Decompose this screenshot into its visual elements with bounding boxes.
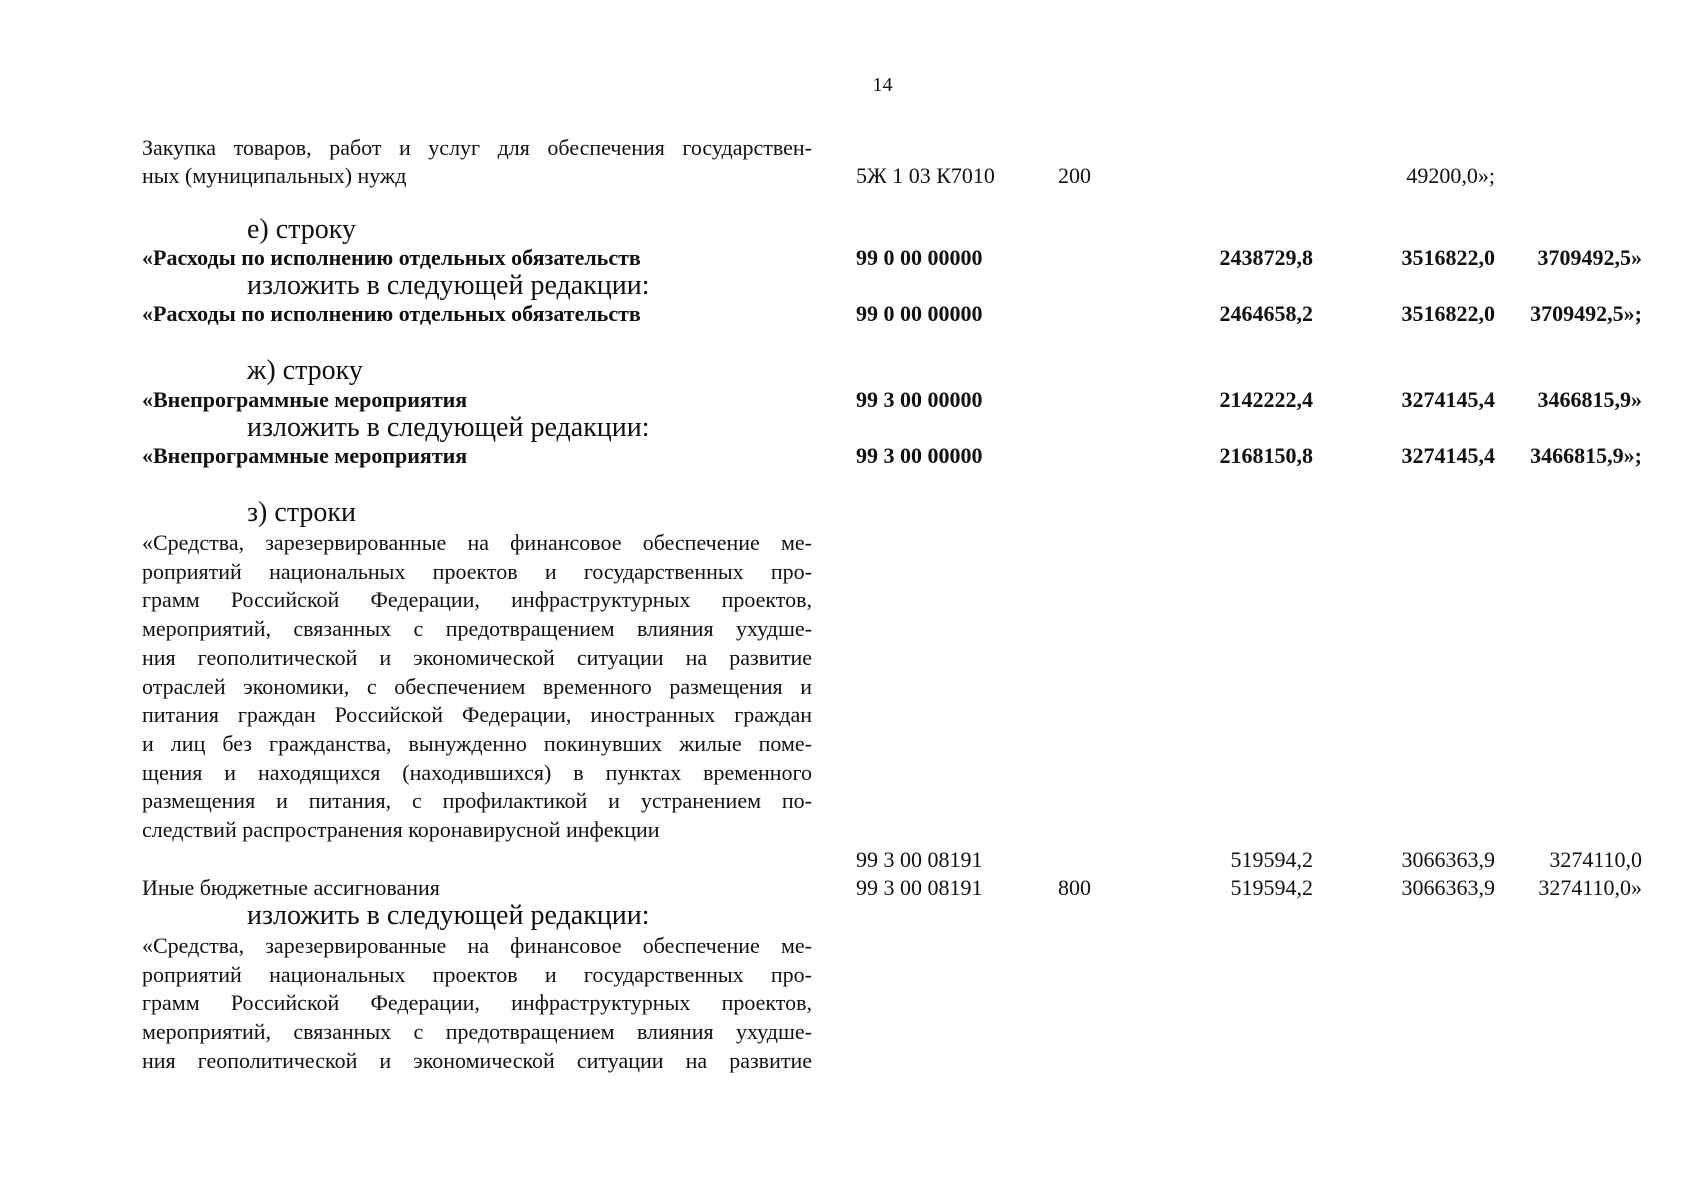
- section-zh-old-row: [142, 386, 1642, 414]
- section-zh-new-v1: 2168150,8: [1219, 443, 1313, 468]
- section-z-new-description: [142, 932, 812, 1076]
- page-number: 14: [872, 74, 893, 96]
- section-e-heading: е) строку: [247, 214, 356, 245]
- section-z-old-line: щения и находящихся (находившихся) в пунктах временного: [142, 759, 812, 785]
- section-z-old-line: отраслей экономики, с обеспечением временного размещения и: [142, 673, 812, 699]
- section-z-old-line: мероприятий, связанных с предотвращением влияния ухудше-: [142, 616, 812, 642]
- section-zh-old-v1: 2142222,4: [1219, 387, 1313, 412]
- purchase-desc-line2: ных (муниципальных) нужд: [142, 163, 407, 188]
- section-z-instruction: изложить в следующей редакции:: [247, 900, 650, 931]
- purchase-row: [142, 134, 1637, 190]
- section-zh-old-code: 99 3 00 00000: [856, 387, 983, 412]
- section-zh-heading: ж) строку: [247, 355, 363, 386]
- section-e-old-code: 99 0 00 00000: [856, 245, 983, 270]
- section-z-heading: з) строки: [247, 497, 356, 528]
- section-z-old-line: «Средства, зарезервированные на финансовое обеспечение ме-: [142, 530, 812, 555]
- section-z-old-description: [142, 529, 812, 845]
- section-z-new-line: роприятий национальных проектов и государственных про-: [142, 961, 812, 987]
- section-z-old-row2-v3: 3274110,0»: [1538, 875, 1642, 900]
- section-z-old-row1-v3: 3274110,0: [1549, 847, 1642, 872]
- section-z-old-line: питания граждан Российской Федерации, иностранных граждан: [142, 702, 812, 728]
- section-zh-new-desc: «Внепрограммные мероприятия: [142, 443, 468, 468]
- purchase-desc-line1: Закупка товаров, работ и услуг для обеспечения государствен-: [142, 135, 812, 160]
- section-z-old-row1-v1: 519594,2: [1230, 847, 1313, 872]
- section-z-old-row2-vr: 800: [1058, 875, 1091, 900]
- section-z-old-line: следствий распространения коронавирусной инфекции: [142, 817, 660, 843]
- section-z-old-row1-code: 99 3 00 08191: [856, 847, 983, 872]
- section-zh-old-v3: 3466815,9»: [1537, 387, 1642, 412]
- purchase-description: [142, 134, 812, 190]
- section-z-old-line: грамм Российской Федерации, инфраструктурных проектов,: [142, 587, 812, 613]
- section-z-old-row2-code: 99 3 00 08191: [856, 875, 983, 900]
- purchase-code: 5Ж 1 03 К7010: [856, 163, 995, 188]
- section-z-new-line: мероприятий, связанных с предотвращением влияния ухудше-: [142, 1019, 812, 1045]
- section-e-instruction: изложить в следующей редакции:: [247, 270, 650, 301]
- purchase-value: 49200,0»;: [1406, 163, 1495, 188]
- section-z-old-line: ния геополитической и экономической ситуации на развитие: [142, 644, 812, 670]
- section-zh-new-v3: 3466815,9»;: [1530, 443, 1642, 468]
- section-z-old-line: размещения и питания, с профилактикой и устранением по-: [142, 788, 812, 814]
- section-z-old-row2-v2: 3066363,9: [1401, 875, 1495, 900]
- section-e-new-code: 99 0 00 00000: [856, 301, 983, 326]
- section-e-old-desc: «Расходы по исполнению отдельных обязательств: [142, 245, 641, 270]
- section-z-old-row1: [142, 846, 1642, 874]
- section-z-old-row2: [142, 874, 1642, 902]
- section-zh-old-v2: 3274145,4: [1401, 387, 1495, 412]
- section-e-new-v2: 3516822,0: [1401, 301, 1495, 326]
- section-z-old-row1-v2: 3066363,9: [1401, 847, 1495, 872]
- section-e-new-v3: 3709492,5»;: [1530, 301, 1642, 326]
- section-z-new-line: ния геополитической и экономической ситуации на развитие: [142, 1047, 812, 1073]
- section-zh-new-row: [142, 442, 1642, 470]
- section-z-old-row2-desc: Иные бюджетные ассигнования: [142, 875, 440, 900]
- section-e-old-v1: 2438729,8: [1219, 245, 1313, 270]
- section-z-new-line: «Средства, зарезервированные на финансовое обеспечение ме-: [142, 933, 812, 958]
- section-e-new-v1: 2464658,2: [1219, 301, 1313, 326]
- section-zh-instruction: изложить в следующей редакции:: [247, 412, 650, 443]
- section-e-new-desc: «Расходы по исполнению отдельных обязательств: [142, 301, 641, 326]
- section-zh-old-desc: «Внепрограммные мероприятия: [142, 387, 468, 412]
- section-z-old-line: и лиц без гражданства, вынужденно покинувших жилые поме-: [142, 730, 812, 756]
- section-e-old-v3: 3709492,5»: [1537, 245, 1642, 270]
- section-e-old-row: [142, 244, 1642, 272]
- section-z-old-row2-v1: 519594,2: [1230, 875, 1313, 900]
- section-zh-new-v2: 3274145,4: [1401, 443, 1495, 468]
- section-e-new-row: [142, 300, 1642, 328]
- section-e-old-v2: 3516822,0: [1401, 245, 1495, 270]
- section-z-old-line: роприятий национальных проектов и государственных про-: [142, 558, 812, 584]
- section-zh-new-code: 99 3 00 00000: [856, 443, 983, 468]
- section-z-new-line: грамм Российской Федерации, инфраструктурных проектов,: [142, 990, 812, 1016]
- purchase-vr: 200: [1058, 163, 1091, 188]
